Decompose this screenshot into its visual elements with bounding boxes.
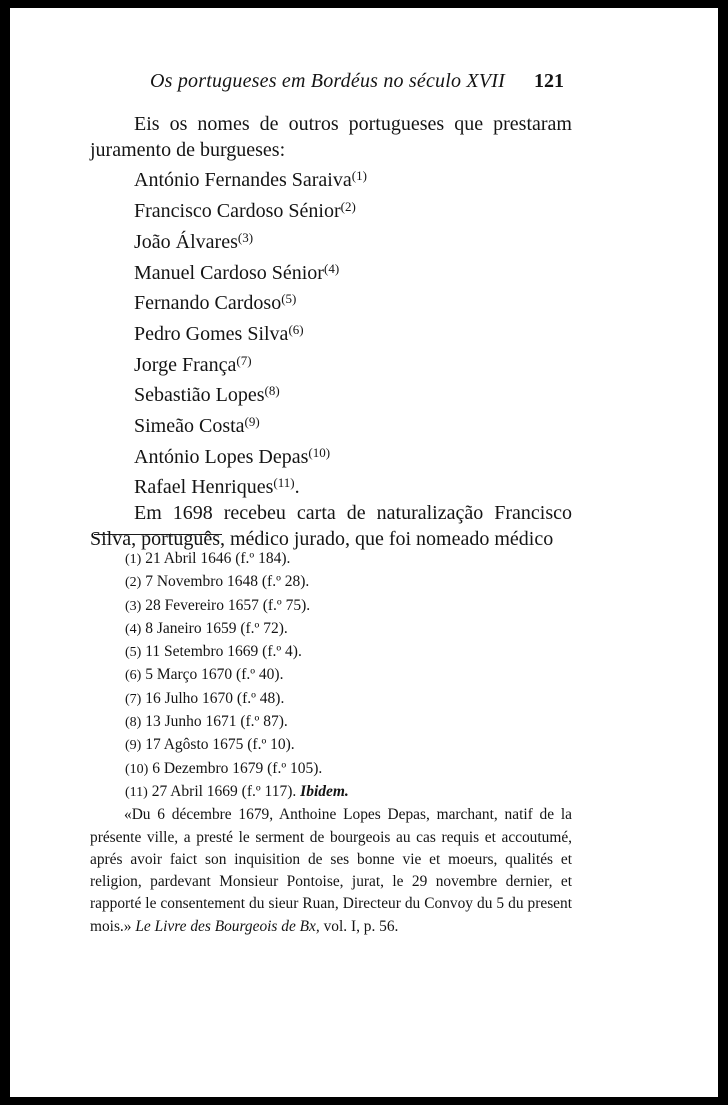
footnote — [125, 595, 572, 618]
footnote — [125, 641, 572, 664]
person-name: António Lopes Depas — [134, 445, 309, 468]
person-name: António Fernandes Saraiva — [134, 169, 352, 192]
footnote-number: (8) — [125, 715, 142, 731]
person-name: João Álvares — [134, 230, 238, 253]
list-item — [134, 225, 572, 256]
quote-source-rest: vol. I, p. 56. — [323, 917, 399, 935]
person-name: Manuel Cardoso Sénior — [134, 261, 324, 284]
quoted-record — [90, 804, 572, 938]
list-item — [134, 256, 572, 287]
list-end-period: . — [294, 476, 300, 499]
footnote-number: (10) — [125, 761, 149, 777]
footnote-text: 11 Setembro 1669 (f.º 4). — [145, 643, 302, 661]
footnote-marker: (2) — [340, 199, 356, 215]
list-item — [134, 348, 572, 379]
person-name: Simeão Costa — [134, 415, 245, 438]
footnote-number: (5) — [125, 645, 142, 661]
intro-paragraph: Eis os nomes de outros portugueses que prestaram juramento de burgueses: — [90, 113, 572, 161]
footnote-text: 16 Julho 1670 (f.º 48). — [145, 689, 285, 707]
page-number: 121 — [534, 70, 564, 92]
footnote-text: 7 Novembro 1648 (f.º 28). — [145, 573, 310, 591]
footnote-marker: (7) — [236, 352, 252, 368]
person-name: Sebastião Lopes — [134, 384, 265, 407]
list-item — [134, 317, 572, 348]
footnote-marker: (4) — [323, 260, 340, 276]
person-name: Francisco Cardoso Sénior — [134, 200, 341, 223]
footnote-marker: (6) — [288, 321, 304, 337]
footnote-marker: (10) — [308, 444, 331, 460]
footnote-number: (2) — [125, 575, 142, 591]
list-item — [134, 163, 572, 194]
footnote-number: (9) — [125, 738, 142, 754]
footnote — [125, 618, 572, 641]
footnote-marker: (9) — [244, 414, 260, 430]
names-list — [90, 163, 572, 501]
footnote-marker: (8) — [264, 383, 280, 399]
footnotes — [90, 548, 572, 938]
list-item — [134, 409, 572, 440]
footnote-separator — [94, 534, 222, 535]
footnote-list — [90, 548, 572, 804]
footnote-number: (4) — [125, 621, 142, 637]
footnote — [125, 711, 572, 734]
footnote — [125, 688, 572, 711]
footnote-text: 27 Abril 1669 (f.º 117). — [151, 782, 297, 800]
footnote-text: 5 Março 1670 (f.º 40). — [145, 666, 284, 684]
list-item — [134, 286, 572, 317]
footnote-marker: (5) — [281, 291, 297, 307]
footnote — [125, 548, 572, 571]
footnote-number: (11) — [125, 784, 148, 800]
footnote-text: 17 Agôsto 1675 (f.º 10). — [145, 736, 295, 754]
footnote-number: (1) — [125, 552, 142, 567]
list-item — [134, 194, 572, 225]
footnote-emphasis: Ibidem. — [300, 782, 349, 800]
main-text — [90, 112, 572, 553]
footnote-number: (7) — [125, 691, 142, 707]
footnote-text: 21 Abril 1646 (f.º 184). — [145, 550, 291, 567]
footnote-text: 28 Fevereiro 1657 (f.º 75). — [145, 596, 311, 614]
footnote-marker: (3) — [237, 229, 254, 245]
person-name: Rafael Henriques — [134, 476, 274, 499]
footnote-number: (3) — [125, 598, 142, 614]
list-item — [134, 470, 572, 501]
running-title: Os portugueses em Bordéus no século XVII — [150, 70, 505, 92]
list-item — [134, 440, 572, 471]
closing-paragraph: Em 1698 recebeu carta de naturalização Francisco Silva, português, médico jurado, que foi nomeado médico — [90, 502, 572, 550]
footnote-marker: (11) — [273, 475, 295, 491]
footnote-text: 8 Janeiro 1659 (f.º 72). — [145, 619, 288, 637]
footnote — [125, 571, 572, 594]
footnote-text: 13 Junho 1671 (f.º 87). — [145, 713, 288, 731]
list-item — [134, 378, 572, 409]
person-name: Pedro Gomes Silva — [134, 322, 289, 345]
footnote — [125, 781, 572, 804]
person-name: Fernando Cardoso — [134, 292, 282, 315]
footnote-text: 6 Dezembro 1679 (f.º 105). — [152, 759, 323, 777]
person-name: Jorge França — [134, 353, 237, 376]
footnote — [125, 664, 572, 687]
footnote — [125, 758, 572, 781]
book-page — [10, 8, 718, 1097]
footnote-number: (6) — [125, 668, 142, 684]
quote-source-title: Le Livre des Bourgeois de Bx, — [135, 917, 320, 935]
footnote — [125, 734, 572, 757]
footnote-marker: (1) — [351, 168, 367, 184]
quote-text: «Du 6 décembre 1679, Anthoine Lopes Depas, marchant, natif de la présente ville, a presté le serment de bourgeois au cas requis et accoutumé, aprés avoir faict son inquisition de ses bonne vie et moeurs, qualités et religion, pardevant Monsieur Pontoise, jurat, le 29 novembre dernier, et rapporté le consentement du sieur Ruan, Directeur du Convoy du 5 du present mois.» — [90, 806, 572, 935]
